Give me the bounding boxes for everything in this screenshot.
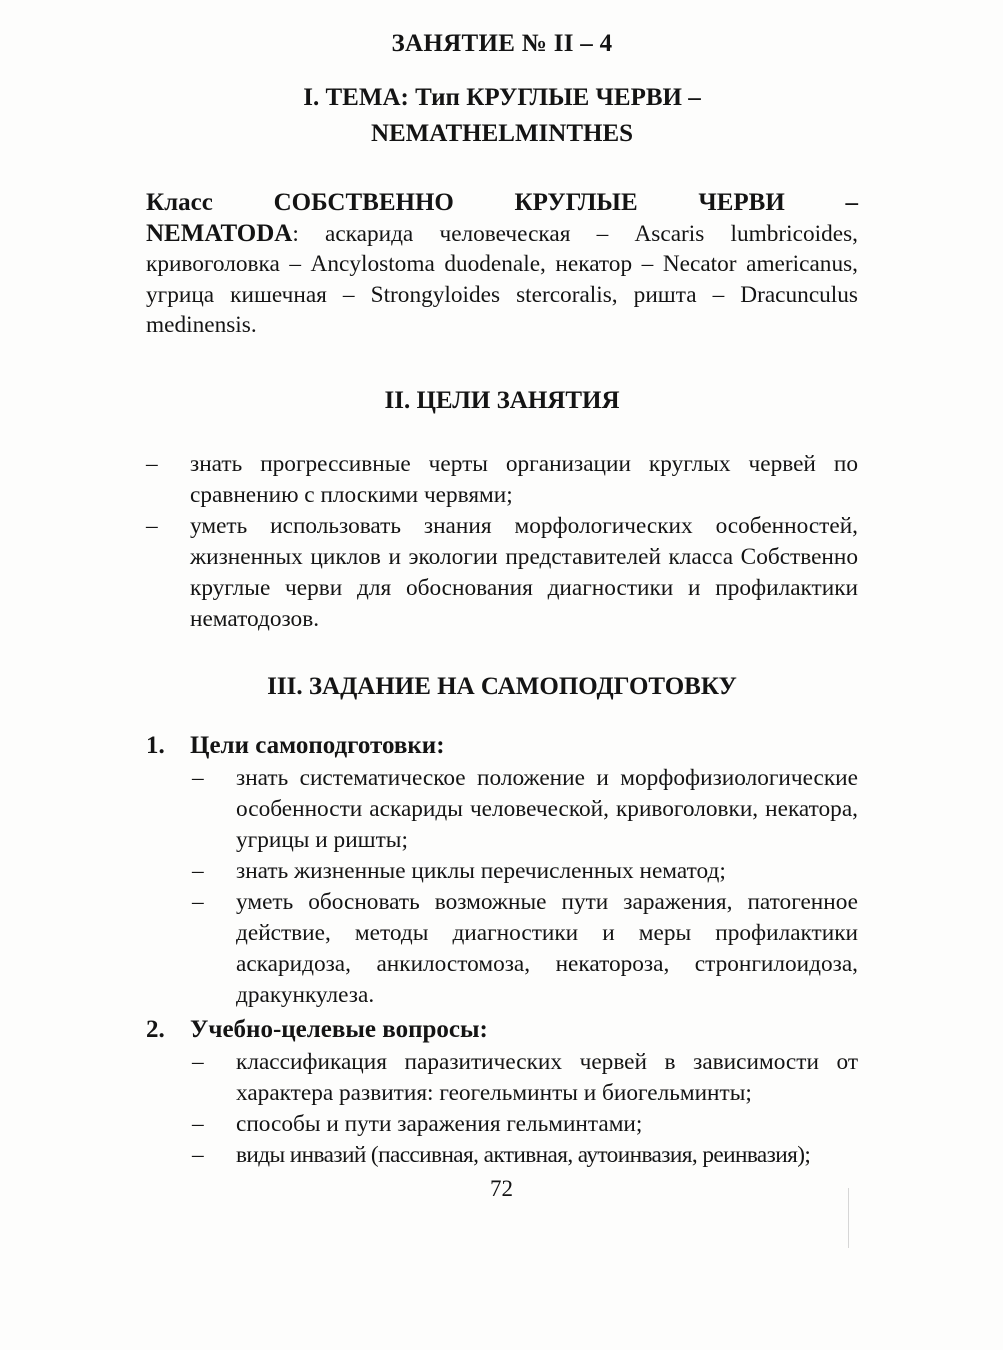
list-item-text: классификация паразитических червей в зависимости от характера развития: геогельминты и биогельминты; [236, 1048, 858, 1106]
page-number: 72 [490, 1176, 513, 1201]
list-item [146, 1109, 858, 1140]
dash-marker: – [146, 512, 158, 539]
class-latin-name: NEMATODA [146, 219, 293, 247]
subsection-items [146, 763, 858, 1011]
list-item [146, 1047, 858, 1109]
class-word-1: Класс [146, 189, 213, 216]
subsection-heading [146, 1013, 858, 1047]
species-list: : аскарида человеческая – Ascaris lumbricoides, кривоголовка – Ancylostoma duodenale, некатор – Necator americanus, угрица кишечная – Strongyloides stercoralis, ришта – Dracunculus medinensis. [146, 220, 858, 338]
subsection-1 [146, 729, 858, 1011]
goals-list [146, 449, 858, 635]
dash-marker: – [192, 1110, 204, 1137]
subsection-title: Учебно-целевые вопросы: [190, 1015, 488, 1043]
class-word-3: КРУГЛЫЕ [514, 189, 638, 216]
list-item [146, 1140, 858, 1171]
subsection-title: Цели самоподготовки: [190, 731, 445, 759]
list-item-text: знать жизненные циклы перечисленных нематод; [236, 857, 726, 884]
goal-text: уметь использовать знания морфологических особенностей, жизненных циклов и экологии представителей класса Собственно круглые черви для обоснования диагностики и профилактики нематодозов. [190, 512, 858, 632]
topic-heading [146, 80, 858, 152]
subsection-number: 1. [146, 731, 165, 759]
list-item [146, 856, 858, 887]
class-word-2: СОБСТВЕННО [273, 189, 454, 216]
class-paragraph [146, 188, 858, 341]
dash-marker: – [192, 764, 204, 791]
text-area [146, 24, 858, 1171]
list-item-text: виды инвазий (пассивная, активная, аутоинвазия, реинвазия); [236, 1141, 811, 1168]
dash-marker: – [192, 888, 204, 915]
class-word-4: ЧЕРВИ [698, 189, 785, 216]
topic-line-1: I. ТЕМА: Тип КРУГЛЫЕ ЧЕРВИ – [303, 84, 701, 111]
list-item [146, 887, 858, 1011]
dash-marker: – [192, 1141, 204, 1168]
task-heading: III. ЗАДАНИЕ НА САМОПОДГОТОВКУ [267, 672, 737, 700]
list-item [146, 763, 858, 856]
class-title-line [146, 188, 858, 219]
class-word-5: – [845, 189, 858, 216]
goal-item [146, 511, 858, 635]
goal-item [146, 449, 858, 511]
list-item-text: уметь обосновать возможные пути заражения, патогенное действие, методы диагностики и меры профилактики аскаридоза, анкилостомоза, некатороза, стронгилоидоза, дракункулеза. [236, 888, 858, 1008]
goal-text: знать прогрессивные черты организации круглых червей по сравнению с плоскими червями; [190, 450, 858, 508]
list-item-text: способы и пути заражения гельминтами; [236, 1110, 643, 1137]
list-item-text: знать систематическое положение и морфофизиологические особенности аскариды человеческой, кривоголовки, некатора, угрицы и ришты; [236, 764, 858, 853]
goals-heading: II. ЦЕЛИ ЗАНЯТИЯ [384, 386, 620, 414]
subsection-items [146, 1047, 858, 1171]
dash-marker: – [192, 1048, 204, 1075]
lesson-title: ЗАНЯТИЕ № II – 4 [391, 30, 613, 57]
subsection-number: 2. [146, 1015, 165, 1043]
scan-artifact-line [848, 1188, 849, 1248]
dash-marker: – [192, 857, 204, 884]
dash-marker: – [146, 450, 158, 477]
subsection-2 [146, 1013, 858, 1171]
topic-line-2: NEMATHELMINTHES [370, 120, 634, 147]
subsection-heading [146, 729, 858, 763]
class-species-text [146, 219, 858, 341]
